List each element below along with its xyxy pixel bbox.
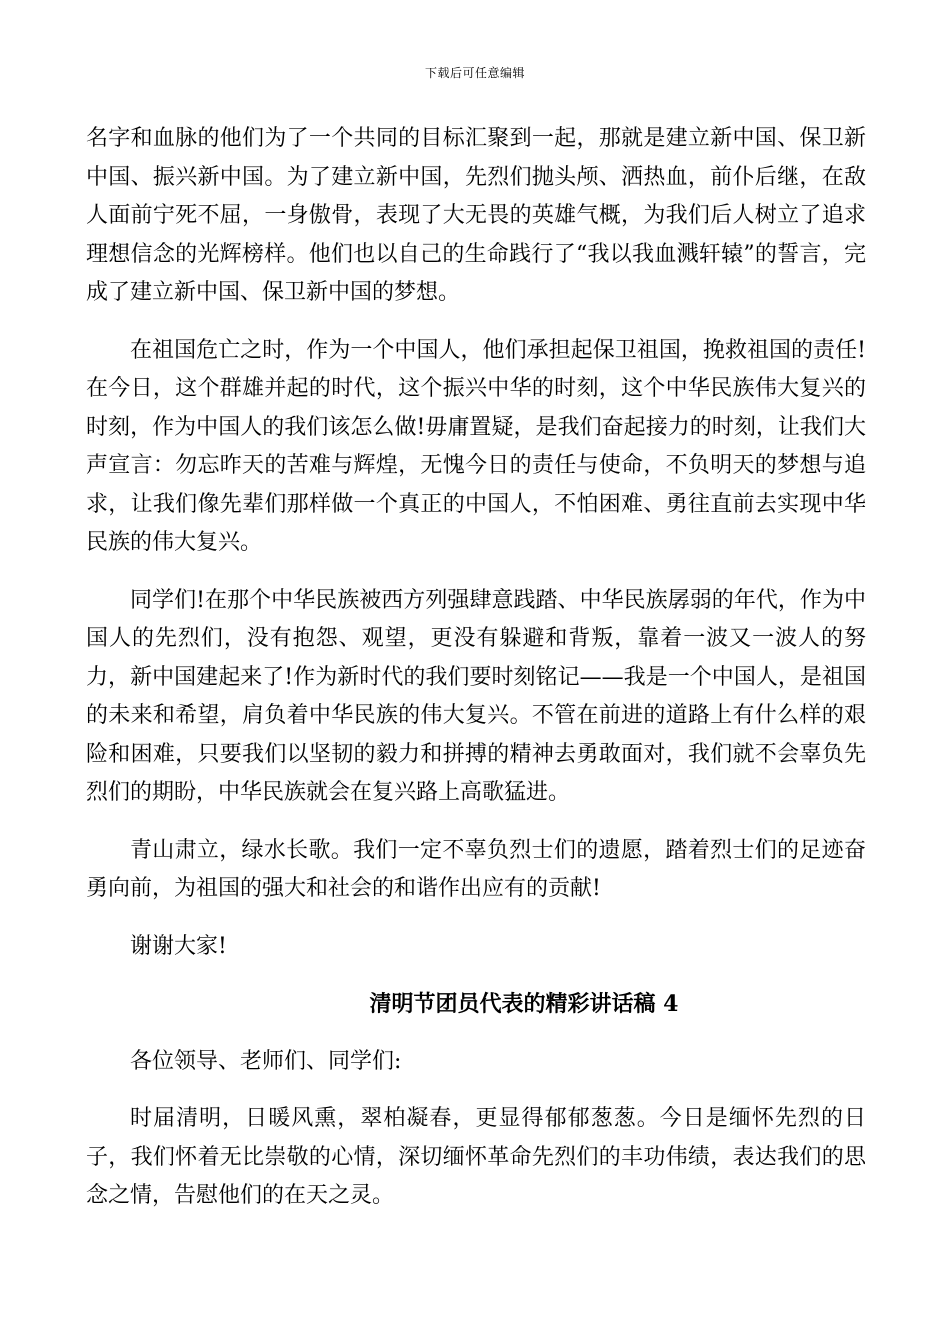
section-title: 清明节团员代表的精彩讲话稿 4 [369,991,679,1017]
paragraph: 青山肃立，绿水长歌。我们一定不辜负烈士们的遗愿，踏着烈士们的足迹奋勇向前，为祖国的强大和社会的和谐作出应有的贡献! [86,837,866,901]
page-header-note: 下载后可任意编辑 [424,66,525,80]
paragraph-continued: 名字和血脉的他们为了一个共同的目标汇聚到一起，那就是建立新中国、保卫新中国、振兴新中国。为了建立新中国，先烈们抛头颅、洒热血，前仆后继，在敌人面前宁死不屈，一身傲骨，表现了大无畏的英雄气概，为我们后人树立了追求理想信念的光辉榜样。他们也以自己的生命践行了“我以我血溅轩辕”的誓言，完成了建立新中国、保卫新中国的梦想。 [86,126,866,305]
paragraph: 在祖国危亡之时，作为一个中国人，他们承担起保卫祖国，挽救祖国的责任!在今日，这个群雄并起的时代，这个振兴中华的时刻，这个中华民族伟大复兴的时刻，作为中国人的我们该怎么做!毋庸置疑，是我们奋起接力的时刻，让我们大声宣言：勿忘昨天的苦难与辉煌，无愧今日的责任与使命，不负明天的梦想与追求，让我们像先辈们那样做一个真正的中国人，不怕困难、勇往直前去实现中华民族的伟大复兴。 [86,337,866,555]
paragraph: 同学们!在那个中华民族被西方列强肆意践踏、中华民族孱弱的年代，作为中国人的先烈们，没有抱怨、观望，更没有躲避和背叛，靠着一波又一波人的努力，新中国建起来了!作为新时代的我们要时刻铭记——我是一个中国人，是祖国的未来和希望，肩负着中华民族的伟大复兴。不管在前进的道路上有什么样的艰险和困难，只要我们以坚韧的毅力和拼搏的精神去勇敢面对，我们就不会辜负先烈们的期盼，中华民族就会在复兴路上高歌猛进。 [86,587,866,805]
document-body [86,120,866,1235]
paragraph: 时届清明，日暖风熏，翠柏凝春，更显得郁郁葱葱。今日是缅怀先烈的日子，我们怀着无比崇敬的心情，深切缅怀革命先烈们的丰功伟绩，表达我们的思念之情，告慰他们的在天之灵。 [86,1106,866,1208]
salutation: 各位领导、老师们、同学们: [130,1048,402,1074]
closing-thanks: 谢谢大家! [130,933,227,959]
